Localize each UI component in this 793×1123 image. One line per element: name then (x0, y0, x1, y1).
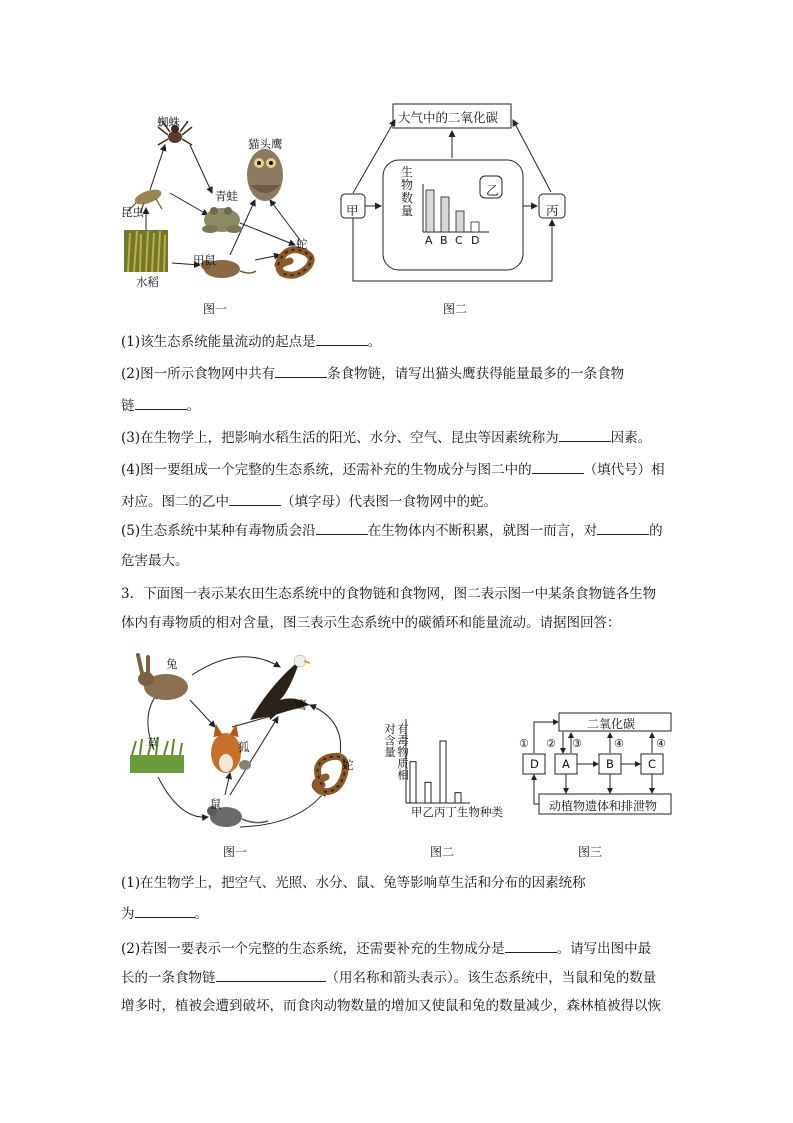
food-web-figure-bottom (130, 645, 370, 840)
node-bing: 丙 (546, 203, 559, 218)
label-insect: 昆虫 (121, 205, 144, 219)
rabbit-image (138, 655, 188, 700)
q3-intro-line-1: 3．下面图一表示某农田生态系统中的食物链和食物网，图二表示图一中某条食物链各生物 (121, 586, 657, 602)
label-snake: 蛇 (296, 237, 308, 251)
label-frog: 青蛙 (215, 189, 238, 203)
mark-4b: ④ (656, 737, 666, 750)
label-mouse: 鼠 (210, 797, 222, 811)
toxin-bar-丁 (455, 793, 461, 803)
mark-4a: ④ (614, 737, 624, 750)
q2-line-1: (1)该生态系统能量流动的起点是 。 (121, 331, 381, 352)
bar-label-A: A (425, 234, 433, 247)
q2-line-7: (5)生态系统中某种有毒物质会沿 在生物体内不断积累，就图一而言，对 的 (121, 520, 663, 541)
blank-5[interactable] (532, 459, 584, 474)
bar-C (456, 211, 464, 232)
blank-6[interactable] (229, 491, 281, 506)
atmosphere-co2-box: 大气中的二氧化碳 (398, 110, 499, 125)
toxin-xlabel: 甲乙丙丁生物种类 (411, 805, 503, 819)
label-fox: 狐 (238, 740, 250, 754)
owl-image (247, 149, 283, 201)
bar-label-C: C (455, 234, 463, 247)
q2-line-6: 对应。图二的乙中 （填字母）代表图一食物网中的蛇。 (121, 491, 497, 512)
q2-line-8: 危害最大。 (121, 553, 189, 569)
blank-10[interactable] (505, 938, 557, 953)
ylabel-biomass: 生物数量 (401, 165, 414, 218)
node-D: D (530, 757, 539, 771)
bar-chart-top (426, 190, 479, 232)
label-rabbit: 兔 (166, 657, 178, 671)
toxin-bar-丙 (440, 741, 446, 803)
q2-line-5: (4)图一要组成一个完整的生态系统，还需补充的生物成分与图二中的 （填代号）相 (121, 459, 665, 480)
label-spider: 蜘蛛 (157, 115, 180, 129)
q3-intro-line-2: 体内有毒物质的相对含量，图三表示生态系统中的碳循环和能量流动。请据图回答： (121, 615, 621, 631)
label-owl: 猫头鹰 (248, 137, 283, 151)
label-grass: 草 (147, 736, 159, 750)
fig2-top-caption: 图二 (443, 302, 468, 316)
bar-A (426, 190, 434, 232)
label-fieldmouse: 田鼠 (193, 253, 216, 267)
bar-D (471, 222, 479, 232)
label-rice: 水稻 (136, 275, 159, 289)
blank-9[interactable] (135, 903, 195, 918)
carbon-cycle-figure-top (335, 98, 585, 293)
q3-line-4: 长的一条食物链 （用名称和箭头表示）。该生态系统中，当鼠和兔的数量 (121, 967, 656, 988)
mark-3: ③ (572, 737, 582, 750)
q3-line-5: 增多时，植被会遭到破坏，而食肉动物数量的增加又使鼠和兔的数量减少，森林植被得以恢 (121, 998, 661, 1014)
mark-1: ① (519, 737, 529, 750)
q2-line-3: 链 。 (121, 395, 200, 416)
blank-3[interactable] (135, 395, 187, 410)
remains-box: 动植物遗体和排泄物 (549, 799, 658, 813)
label-snake-bottom: 蛇 (342, 758, 354, 772)
bar-label-B: B (440, 234, 448, 247)
q2-line-2: (2)图一所示食物网中共有 条食物链，请写出猫头鹰获得能量最多的一条食物 (121, 363, 624, 384)
blank-7[interactable] (316, 520, 368, 535)
q3-line-2: 为 。 (121, 903, 208, 924)
q2-line-4: (3)在生物学上，把影响水稻生活的阳光、水分、空气、昆虫等因素统称为 因素。 (121, 427, 651, 448)
blank-2[interactable] (275, 363, 327, 378)
rice-image (124, 230, 168, 272)
toxin-ylabel: 有毒物质相对含量 (383, 723, 410, 781)
snake-image (278, 250, 311, 276)
node-A: A (562, 757, 570, 771)
frog-image (202, 207, 242, 233)
fig1-bottom-caption: 图一 (223, 845, 248, 859)
bar-B (441, 197, 449, 232)
toxin-bar-甲 (410, 762, 416, 803)
fig1-top-caption: 图一 (203, 302, 228, 316)
blank-8[interactable] (597, 520, 649, 535)
node-yi: 乙 (486, 183, 499, 198)
q3-line-1: (1)在生物学上，把空气、光照、水分、鼠、兔等影响草生活和分布的因素统称 (121, 875, 586, 891)
bar-label-D: D (471, 234, 480, 247)
blank-1[interactable] (316, 331, 368, 346)
snake-image-bottom (315, 756, 345, 791)
node-jia: 甲 (346, 203, 359, 218)
node-C: C (648, 757, 657, 771)
mark-2: ② (546, 737, 556, 750)
fig3-bottom-caption: 图三 (578, 845, 603, 859)
blank-11[interactable] (216, 967, 326, 982)
q3-line-3: (2)若图一要表示一个完整的生态系统，还需要补充的生物成分是 。请写出图中最 (121, 938, 651, 959)
blank-4[interactable] (559, 427, 611, 442)
node-B: B (606, 757, 614, 771)
co2-box: 二氧化碳 (587, 717, 636, 731)
toxin-bar-乙 (425, 782, 431, 803)
label-eagle: 鹰 (295, 698, 307, 712)
fig2-bottom-caption: 图二 (430, 845, 455, 859)
